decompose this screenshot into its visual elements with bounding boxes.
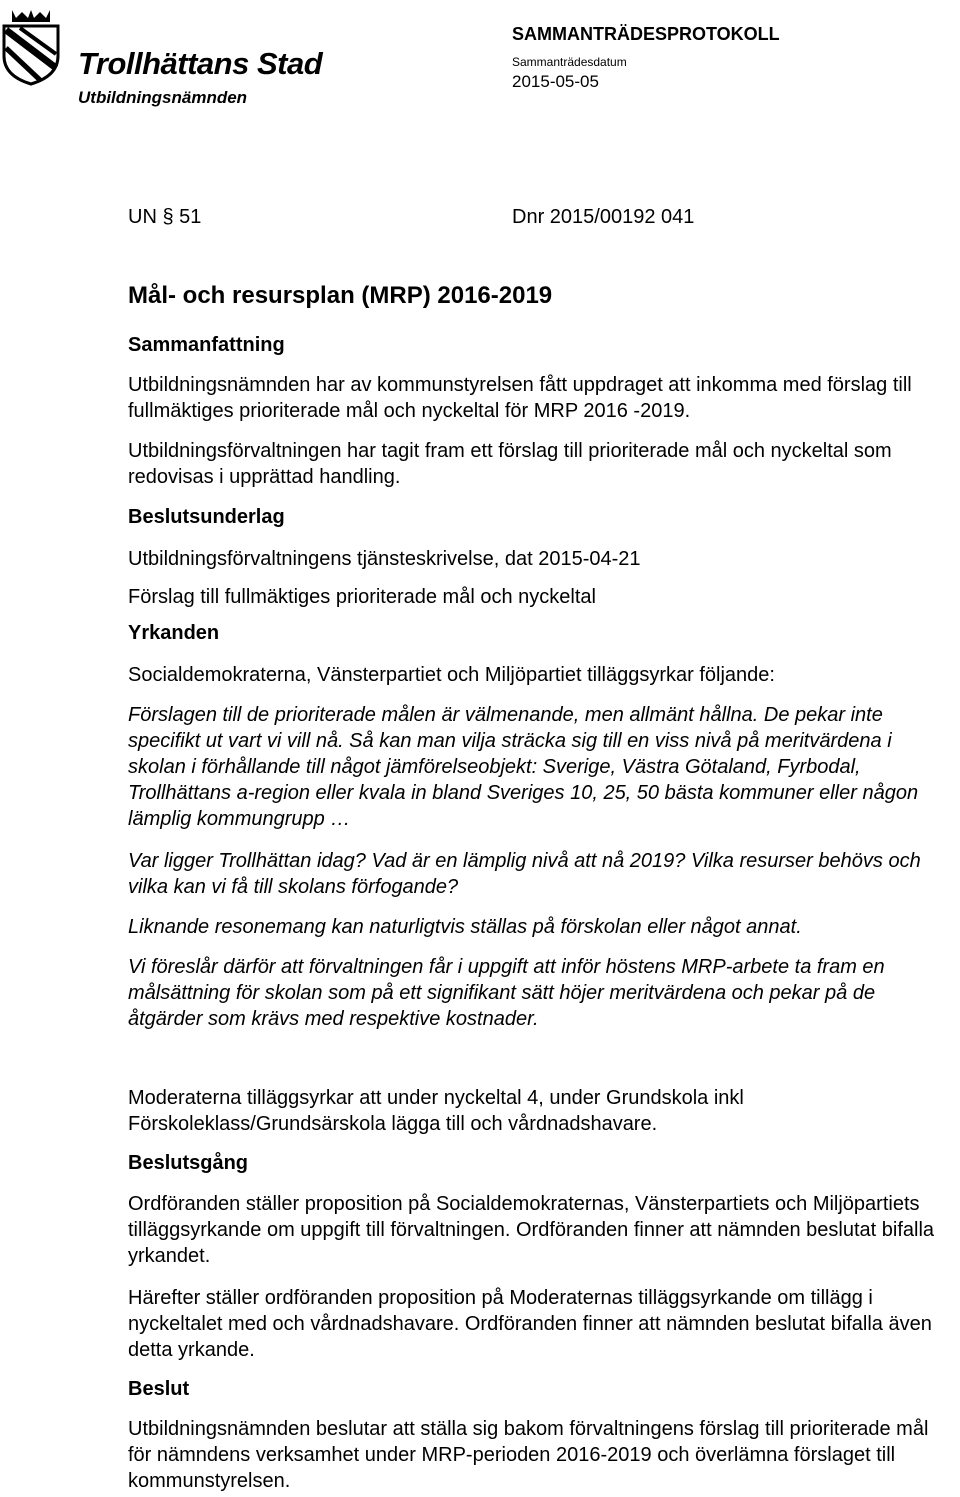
decision-paragraph: Utbildningsnämnden beslutar att ställa sig bakom förvaltningens förslag till prioriterade mål för nämndens verksamhet under MRP-perioden 2016-2019 och överlämna förslaget till kommunstyrelsen. (128, 1418, 929, 1492)
case-dnr: Dnr 2015/00192 041 (512, 206, 695, 228)
trollhattan-logo (0, 8, 345, 88)
motion-quote-paragraph: Förslagen till de prioriterade målen är välmenande, men allmänt hållna. De pekar inte specifikt ut vart vi vill nå. Så kan man vilja sträcka sig till en viss nivå på meritvärdena i skolan i förhållande till något jämförelseobjekt: Sverige, Västra Götaland, Fyrbodal, Trollhättans a-region eller kvala in bland Sveriges 10, 25, 50 bästa kommuner eller någon lämplig kommungrupp … (128, 704, 919, 830)
section-heading-beslutsgang: Beslutsgång (128, 1152, 249, 1174)
brand-name: Trollhättans Stad (78, 46, 323, 81)
motion-intro: Socialdemokraterna, Vänsterpartiet och Miljöpartiet tilläggsyrkar följande: (128, 664, 775, 686)
motion-quote-paragraph-3: Liknande resonemang kan naturligtvis ställas på förskolan eller något annat. (128, 916, 802, 938)
basis-item: Förslag till fullmäktiges prioriterade mål och nyckeltal (128, 586, 596, 608)
moderate-motion-paragraph: Moderaterna tilläggsyrkar att under nyckeltal 4, under Grundskola inkl Förskoleklass/Grundsärskola lägga till och vårdnadshavare. (128, 1087, 744, 1135)
procedure-paragraph-2: Härefter ställer ordföranden proposition på Moderaternas tilläggsyrkande om tillägg i nyckeltalet med och vårdnadshavare. Ordföranden finner att nämnden beslutat bifalla även detta yrkande. (128, 1287, 932, 1361)
summary-paragraph: Utbildningsnämnden har av kommunstyrelsen fått uppdraget att inkomma med förslag till fullmäktiges prioriterade mål och nyckeltal för MRP 2016 -2019. (128, 374, 912, 422)
section-heading-beslutsunderlag: Beslutsunderlag (128, 506, 285, 528)
coat-of-arms-icon (0, 8, 62, 86)
summary-paragraph-2: Utbildningsförvaltningen har tagit fram ett förslag till prioriterade mål och nyckeltal som redovisas i upprättad handling. (128, 440, 892, 488)
basis-item: Utbildningsförvaltningens tjänsteskrivelse, dat 2015-04-21 (128, 548, 641, 570)
document-type: SAMMANTRÄDESPROTOKOLL (512, 24, 780, 44)
section-heading-yrkanden: Yrkanden (128, 622, 220, 644)
date-value: 2015-05-05 (512, 72, 599, 91)
motion-quote-paragraph-2: Var ligger Trollhättan idag? Vad är en lämplig nivå att nå 2019? Vilka resurser behövs och vilka kan vi få till skolans förfogande? (128, 850, 921, 898)
section-heading-sammanfattning: Sammanfattning (128, 334, 285, 356)
procedure-paragraph: Ordföranden ställer proposition på Socialdemokraternas, Vänsterpartiets och Miljöpartiets tilläggsyrkande om uppgift till förvaltningen. Ordföranden finner att nämnden beslutat bifalla yrkandet. (128, 1193, 935, 1267)
department-name: Utbildningsnämnden (78, 88, 248, 107)
case-number: UN § 51 (128, 206, 202, 228)
section-heading-beslut: Beslut (128, 1378, 190, 1400)
page-title: Mål- och resursplan (MRP) 2016-2019 (128, 282, 553, 309)
motion-quote-paragraph-4: Vi föreslår därför att förvaltningen får i uppgift att inför höstens MRP-arbete ta fram en målsättning för skolan som på ett signifikant sätt höjer meritvärdena och pekar på de åtgärder som krävs med respektive kostnader. (128, 956, 885, 1030)
date-label: Sammanträdesdatum (512, 55, 627, 69)
